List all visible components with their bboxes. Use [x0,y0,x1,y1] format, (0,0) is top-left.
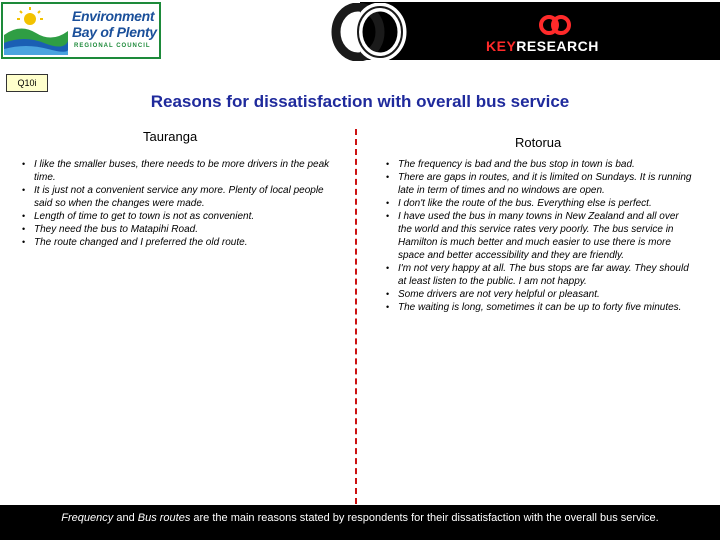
list-item: • Length of time to get to town is not as convenient. [20,210,340,223]
keyresearch-rings-icon [538,14,572,36]
keyresearch-wordmark [486,38,599,54]
interlocking-rings-icon [330,3,410,61]
list-item: • I don't like the route of the bus. Everything else is perfect. [384,197,694,210]
keyresearch-key: KEY [486,38,517,54]
keyresearch-research: RESEARCH [516,38,599,54]
list-item: • The route changed and I preferred the old route. [20,236,340,249]
footer-emphasis-bus-routes: Bus routes [137,512,191,524]
question-code-badge: Q10i [6,74,48,92]
column-divider [355,129,357,504]
list-item: • It is just not a convenient service any more. Plenty of local people said so when the changes were made. [20,184,340,210]
column-heading-tauranga: Tauranga [143,129,198,144]
rotorua-reasons-list [384,158,694,314]
header-banner [165,0,720,62]
list-item: • The waiting is long, sometimes it can be up to forty five minutes. [384,301,694,314]
list-item: • The frequency is bad and the bus stop in town is bad. [384,158,694,171]
list-item: • I have used the bus in many towns in New Zealand and all over the world and this service rates very poorly. The bus service in Hamilton is much better and much easier to use there is more space and better accessibility and they are friendly. [384,210,694,262]
list-item: • Some drivers are not very helpful or pleasant. [384,288,694,301]
list-item: • There are gaps in routes, and it is limited on Sundays. It is running late in term of times and no windows are open. [384,171,694,197]
environment-bop-logo [0,0,165,62]
logo-line-bay-of-plenty: Bay of Plenty [72,24,157,40]
list-item: • I'm not very happy at all. The bus stops are far away. They should at least listen to the public. I am not happy. [384,262,694,288]
landscape-logo-icon [4,5,68,55]
footer-and: and [113,512,138,524]
logo-line-regional-council: REGIONAL COUNCIL [74,43,151,49]
page-title [0,92,720,112]
page-title-text: Reasons for dissatisfaction with overall bus service [150,92,570,111]
footer-emphasis-frequency: Frequency [61,512,114,524]
column-heading-rotorua: Rotorua [515,135,562,150]
list-item: • I like the smaller buses, there needs to be more drivers in the peak time. [20,158,340,184]
tauranga-reasons-list [20,158,340,249]
footer-summary-text: are the main reasons stated by respondents for their dissatisfaction with the overall bus service. [190,512,659,524]
summary-footer [0,505,720,540]
logo-line-environment: Environment [72,8,155,24]
list-item: • They need the bus to Matapihi Road. [20,223,340,236]
